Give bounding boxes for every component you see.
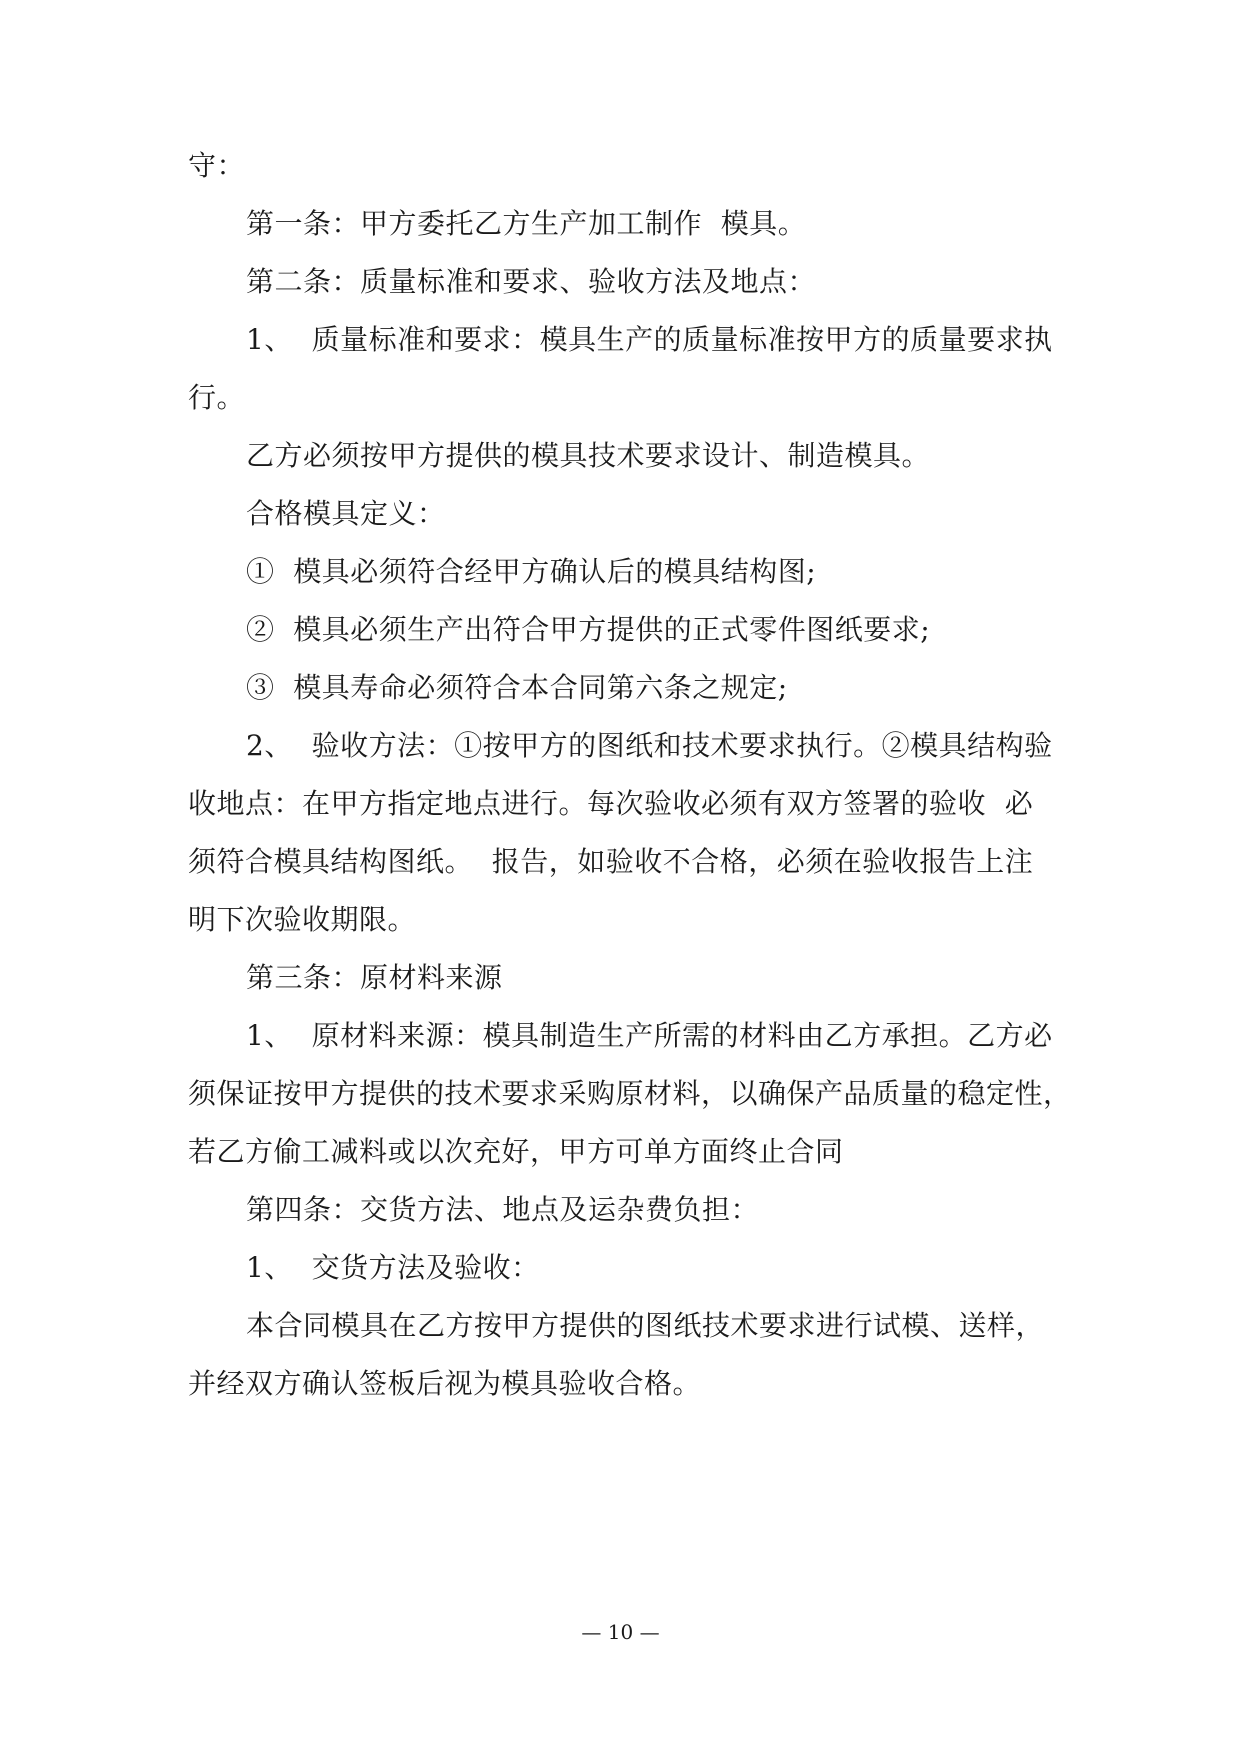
text-line: 乙方必须按甲方提供的模具技术要求设计、制造模具。 bbox=[246, 439, 931, 472]
text-line: 第四条：交货方法、地点及运杂费负担： bbox=[246, 1193, 760, 1226]
text-line: 若乙方偷工减料或以次充好，甲方可单方面终止合同 bbox=[188, 1135, 844, 1168]
text-line: 1、 质量标准和要求：模具生产的质量标准按甲方的质量要求执 bbox=[246, 323, 1053, 356]
text-line: ① 模具必须符合经甲方确认后的模具结构图; bbox=[246, 555, 817, 588]
text-line: 本合同模具在乙方按甲方提供的图纸技术要求进行试模、送样， bbox=[246, 1309, 1045, 1342]
text-line: 第一条：甲方委托乙方生产加工制作 模具。 bbox=[246, 207, 807, 240]
text-line: 2、 验收方法：①按甲方的图纸和技术要求执行。②模具结构验 bbox=[246, 729, 1053, 762]
text-line: ③ 模具寿命必须符合本合同第六条之规定; bbox=[246, 671, 788, 704]
text-line: ② 模具必须生产出符合甲方提供的正式零件图纸要求; bbox=[246, 613, 931, 646]
text-line: 收地点：在甲方指定地点进行。每次验收必须有双方签署的验收 必 bbox=[188, 787, 1034, 820]
text-line: 第三条：原材料来源 bbox=[246, 961, 503, 994]
text-line: 行。 bbox=[188, 381, 246, 414]
text-line: 第二条：质量标准和要求、验收方法及地点： bbox=[246, 265, 817, 298]
text-line: 明下次验收期限。 bbox=[188, 903, 417, 936]
text-line: 守： bbox=[188, 149, 246, 182]
text-line: 须保证按甲方提供的技术要求采购原材料，以确保产品质量的稳定性， bbox=[188, 1077, 1072, 1110]
text-line: 1、 交货方法及验收： bbox=[246, 1251, 540, 1284]
text-line: 须符合模具结构图纸。 报告，如验收不合格，必须在验收报告上注 bbox=[188, 845, 1034, 878]
text-line: 合格模具定义： bbox=[246, 497, 446, 530]
page-number: — 10 — bbox=[581, 1620, 660, 1644]
text-line: 并经双方确认签板后视为模具验收合格。 bbox=[188, 1367, 702, 1400]
text-line: 1、 原材料来源：模具制造生产所需的材料由乙方承担。乙方必 bbox=[246, 1019, 1053, 1052]
